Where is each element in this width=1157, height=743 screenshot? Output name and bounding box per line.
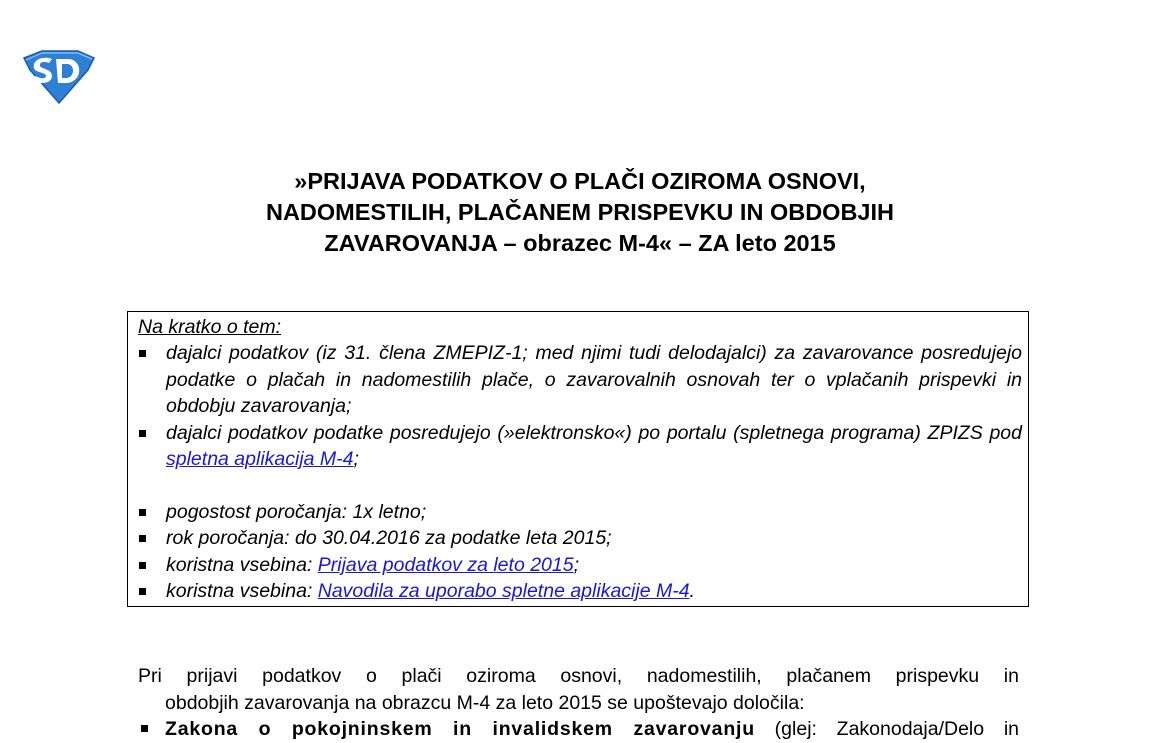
summary-item-end: ; <box>573 553 580 576</box>
summary-item-data-providers <box>136 340 1022 420</box>
summary-box <box>127 311 1029 607</box>
square-bullet-icon <box>139 350 146 357</box>
summary-item-useful-content-2 <box>136 578 1022 605</box>
law-list-item <box>138 716 1019 743</box>
law-name: Zakona o pokojninskem in invalidskem zavarovanju <box>165 718 755 740</box>
link-spletna-aplikacija-m4[interactable]: spletna aplikacija M-4 <box>166 448 354 470</box>
intro-line-1: Pri prijavi podatkov o plači oziroma osnovi, nadomestilih, plačanem prispevku in <box>138 665 1019 687</box>
square-bullet-icon <box>139 509 146 516</box>
summary-item-portal <box>136 420 1022 473</box>
intro-line-2: obdobjih zavarovanja na obrazcu M-4 za leto 2015 se upoštevajo določila: <box>165 691 805 714</box>
summary-item-frequency <box>136 499 1022 526</box>
summary-heading: Na kratko o tem: <box>138 316 282 338</box>
title-line-2: NADOMESTILIH, PLAČANEM PRISPEVKU IN OBDOBJIH <box>265 199 895 225</box>
summary-item-useful-content-1 <box>136 552 1022 579</box>
summary-item-text: dajalci podatkov podatke posredujejo (»elektronsko«) po portalu (spletnega programa) ZPIZS pod <box>166 421 1022 444</box>
summary-item-text: rok poročanja: do 30.04.2016 za podatke leta 2015; <box>166 527 612 549</box>
law-reference: (glej: Zakonodaja/Delo in <box>754 718 1019 740</box>
title-line-3: ZAVAROVANJA – obrazec M-4« – ZA leto 2015 <box>324 230 836 256</box>
zpizs-logo <box>22 50 96 104</box>
summary-list <box>136 340 1022 605</box>
summary-item-deadline <box>136 525 1022 552</box>
summary-item-text: pogostost poročanja: 1x letno; <box>166 500 427 523</box>
summary-item-text: dajalci podatkov (iz 31. člena ZMEPIZ-1; med njimi tudi delodajalci) za zavarovance posredujejo podatke o plačah in nadomestilih plače, o zavarovalnih osnovah ter o vplačanih prispevki in obdobju zavarovanja; <box>166 342 1022 417</box>
square-bullet-icon <box>141 725 148 732</box>
title-line-1: »PRIJAVA PODATKOV O PLAČI OZIROMA OSNOVI, <box>294 168 866 194</box>
square-bullet-icon <box>139 562 146 569</box>
square-bullet-icon <box>139 535 146 542</box>
summary-item-text: koristna vsebina: <box>166 553 318 576</box>
summary-item-end: . <box>689 580 695 602</box>
square-bullet-icon <box>139 588 146 595</box>
link-navodila-m4[interactable]: Navodila za uporabo spletne aplikacije M-4 <box>317 580 690 602</box>
link-prijava-podatkov-2015[interactable]: Prijava podatkov za leto 2015 <box>317 553 574 576</box>
document-title <box>150 166 1010 259</box>
summary-item-end: ; <box>353 448 359 470</box>
summary-item-text: koristna vsebina: <box>166 580 318 602</box>
square-bullet-icon <box>139 430 146 437</box>
intro-paragraph <box>138 663 1019 716</box>
